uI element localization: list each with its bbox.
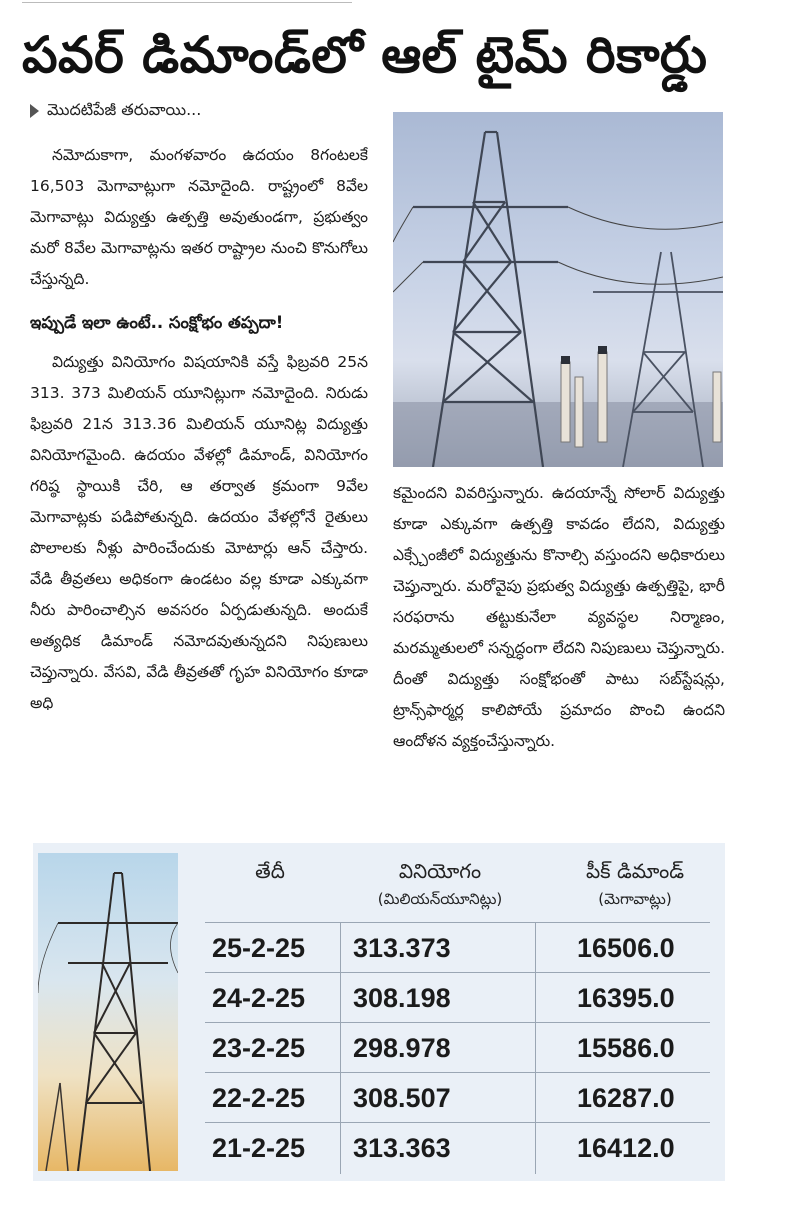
- right-paragraph: కమైందని వివరిస్తున్నారు. ఉదయాన్నే సోలార్ విద్యుత్తు కూడా ఎక్కువగా ఉత్పత్తి కావడం లేదని, విద్యుత్తు ఎక్స్చేంజీలో విద్యుత్తును కొనాల్సి వస్తుందని అధికారులు చెప్తున్నారు. మరోవైపు ప్రభుత్వ విద్యుత్తు ఉత్పత్తిపై, భారీ సరఫరాను తట్టుకునేలా వ్యవస్థల నిర్మాణం, మరమ్మతులలో సన్నద్ధంగా లేదని నిపుణులు చెప్తున్నారు. దీంతో విద్యుత్తు సంక్షోభంతో పాటు సబ్‌స్టేషన్లు, ట్రాన్స్‌ఫార్మర్ల కాలిపోయే ప్రమాదం పొంచి ఉందని ఆందోళన వ్యక్తంచేస్తున్నారు.: [393, 484, 725, 750]
- right-column: [393, 478, 725, 757]
- top-rule: [22, 2, 352, 3]
- substation-illustration: [393, 112, 723, 467]
- cell-date: 23-2-25: [212, 1033, 306, 1063]
- table-row: [200, 1023, 710, 1073]
- table-row: [200, 923, 710, 973]
- cell-date: 24-2-25: [212, 983, 306, 1013]
- cell-consumption: 313.373: [353, 933, 451, 963]
- cell-peak: 16412.0: [577, 1133, 675, 1163]
- paragraph-2: విద్యుత్తు వినియోగం విషయానికి వస్తే ఫిబ్రవరి 25న 313. 373 మిలియన్ యూనిట్లుగా నమోదైంది. నిరుడు ఫిబ్రవరి 21న 313.36 మిలియన్ యూనిట్ల విద్యుత్తు వినియోగమైంది. ఉదయం వేళల్లో డిమాండ్, వినియోగం గరిష్ఠ స్థాయికి చేరి, ఆ తర్వాత క్రమంగా 9వేల మెగావాట్లకు పడిపోతున్నది. ఉదయం వేళల్లోనే రైతులు పొలాలకు నీళ్లు పారించేందుకు మోటార్లు ఆన్ చేస్తారు. వేడి తీవ్రతలు అధికంగా ఉండటం వల్ల కూడా ఎక్కువగా నీరు పారించాల్సిన అవసరం ఏర్పడుతున్నది. అందుకే అత్యధిక డిమాండ్ నమోదవుతున్నదని నిపుణులు చెప్తున్నారు. వేసవి, వేడి తీవ్రతతో గృహ వినియోగం కూడా అధి: [30, 353, 368, 712]
- header-consumption-unit: (మిలియన్‌యూనిట్లు): [377, 890, 503, 908]
- tower-photo: [38, 853, 178, 1171]
- header-peak-unit: (మెగావాట్లు): [598, 890, 672, 908]
- header-consumption: [345, 856, 535, 912]
- headline: పవర్ డిమాండ్‌లో ఆల్ టైమ్ రికార్డు: [22, 26, 708, 84]
- header-peak: [560, 856, 710, 912]
- continued-label: మొదటిపేజీ తరువాయి...: [47, 100, 202, 119]
- table-row: [200, 973, 710, 1023]
- chevron-right-icon: [30, 104, 39, 118]
- table-row: [200, 1123, 710, 1173]
- cell-peak: 16395.0: [577, 983, 675, 1013]
- table-row: [200, 1073, 710, 1123]
- header-peak-label: పీక్ డిమాండ్: [585, 859, 685, 883]
- cell-date: 25-2-25: [212, 933, 306, 963]
- header-date: తేదీ: [255, 859, 285, 883]
- substation-photo: [393, 112, 723, 467]
- cell-consumption: 308.507: [353, 1083, 451, 1113]
- tower-illustration: [38, 853, 178, 1171]
- cell-consumption: 313.363: [353, 1133, 451, 1163]
- subheading: ఇప్పుడే ఇలా ఉంటే.. సంక్షోభం తప్పదా!: [30, 313, 284, 332]
- cell-peak: 16287.0: [577, 1083, 675, 1113]
- cell-date: 21-2-25: [212, 1133, 306, 1163]
- paragraph-1: నమోదుకాగా, మంగళవారం ఉదయం 8గంటలకే 16,503 మెగావాట్లుగా నమోదైంది. రాష్ట్రంలో 8వేల మెగావాట్లు విద్యుత్తు ఉత్పత్తి అవుతుండగా, ప్రభుత్వం మరో 8వేల మెగావాట్లను ఇతర రాష్ట్రాల నుంచి కొనుగోలు చేస్తున్నది.: [30, 146, 368, 288]
- cell-date: 22-2-25: [212, 1083, 306, 1113]
- cell-consumption: 308.198: [353, 983, 451, 1013]
- cell-consumption: 298.978: [353, 1033, 451, 1063]
- left-column: [30, 140, 368, 719]
- continued-from-front-page: [30, 98, 370, 122]
- cell-peak: 15586.0: [577, 1033, 675, 1063]
- header-consumption-label: వినియోగం: [398, 859, 482, 883]
- cell-peak: 16506.0: [577, 933, 675, 963]
